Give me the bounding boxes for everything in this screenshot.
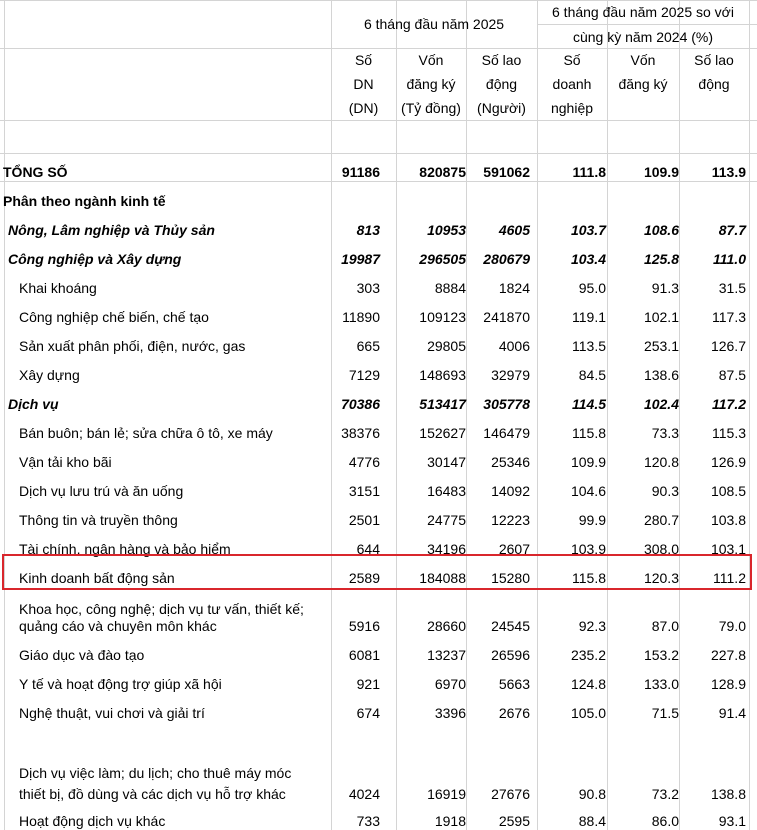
cell-dn[interactable]: 7129 — [348, 367, 380, 383]
header-col-pct-dn-line[interactable]: Số — [563, 52, 581, 68]
cell-p-von[interactable]: 280.7 — [643, 512, 679, 528]
cell-von[interactable]: 1918 — [434, 813, 466, 829]
cell-von[interactable]: 30147 — [427, 454, 466, 470]
cell-p-von[interactable]: 109.9 — [643, 164, 679, 180]
cell-lao[interactable]: 4605 — [498, 222, 530, 238]
cell-p-lao[interactable]: 138.8 — [710, 786, 746, 802]
cell-dn[interactable]: 2589 — [348, 570, 380, 586]
cell-p-dn[interactable]: 119.1 — [572, 309, 606, 325]
cell-p-von[interactable]: 86.0 — [651, 813, 679, 829]
cell-p-lao[interactable]: 103.8 — [710, 512, 746, 528]
cell-dn[interactable]: 3151 — [348, 483, 380, 499]
header-col-von-line[interactable]: Vốn — [418, 52, 444, 68]
cell-lao[interactable]: 4006 — [498, 338, 530, 354]
cell-dn[interactable]: 70386 — [341, 396, 380, 412]
cell-lao[interactable]: 2607 — [498, 541, 530, 557]
cell-p-dn[interactable]: 114.5 — [572, 396, 606, 412]
header-period-compare-line2[interactable]: cùng kỳ năm 2024 (%) — [572, 29, 714, 45]
header-col-von-line[interactable]: (Tỷ đồng) — [401, 100, 461, 116]
cell-p-dn[interactable]: 115.8 — [572, 570, 606, 586]
grid-row-line — [0, 181, 757, 182]
grid-column-line — [749, 0, 750, 830]
row-label[interactable]: Công nghiệp và Xây dựng — [8, 251, 182, 267]
grid-column-line — [466, 0, 467, 830]
header-col-dn-line[interactable]: DN — [353, 76, 374, 92]
cell-p-dn[interactable]: 109.9 — [570, 454, 606, 470]
cell-von[interactable]: 24775 — [427, 512, 466, 528]
cell-p-von[interactable]: 138.6 — [643, 367, 679, 383]
header-col-pct-dn-line[interactable]: nghiệp — [550, 100, 594, 116]
cell-p-lao[interactable]: 115.3 — [712, 425, 746, 441]
header-period-compare-line1[interactable]: 6 tháng đầu năm 2025 so với — [552, 4, 734, 20]
cell-von[interactable]: 28660 — [427, 618, 466, 634]
grid-row-line — [331, 48, 757, 49]
row-label[interactable]: Khoa học, công nghệ; dịch vụ tư vấn, thiết kế; — [19, 601, 304, 617]
cell-lao[interactable]: 14092 — [491, 483, 530, 499]
cell-von[interactable]: 109123 — [419, 309, 466, 325]
row-label[interactable]: Hoạt động dịch vụ khác — [19, 813, 166, 829]
cell-p-lao[interactable]: 91.4 — [718, 705, 746, 721]
cell-p-dn[interactable]: 104.6 — [570, 483, 606, 499]
cell-p-von[interactable]: 87.0 — [651, 618, 679, 634]
cell-lao[interactable]: 280679 — [483, 251, 530, 267]
grid-row-line — [537, 24, 757, 25]
cell-dn[interactable]: 2501 — [348, 512, 380, 528]
cell-dn[interactable]: 6081 — [348, 647, 380, 663]
cell-p-dn[interactable]: 88.4 — [578, 813, 606, 829]
row-label[interactable]: Bán buôn; bán lẻ; sửa chữa ô tô, xe máy — [19, 425, 273, 441]
header-col-pct-von-line[interactable]: đăng ký — [618, 76, 668, 92]
cell-p-dn[interactable]: 84.5 — [578, 367, 606, 383]
row-label[interactable]: Giáo dục và đào tạo — [19, 647, 145, 663]
cell-p-dn[interactable]: 111.8 — [572, 164, 606, 180]
header-col-lao-line[interactable]: động — [485, 76, 518, 92]
cell-p-von[interactable]: 73.3 — [651, 425, 679, 441]
cell-von[interactable]: 3396 — [434, 705, 466, 721]
cell-p-dn[interactable]: 95.0 — [578, 280, 606, 296]
row-label[interactable]: Vận tải kho bãi — [19, 454, 112, 470]
cell-von[interactable]: 148693 — [419, 367, 466, 383]
row-label-cont[interactable]: quảng cáo và chuyên môn khác — [19, 618, 217, 634]
cell-lao[interactable]: 5663 — [498, 676, 530, 692]
cell-lao[interactable]: 305778 — [483, 396, 530, 412]
cell-p-von[interactable]: 73.2 — [651, 786, 679, 802]
cell-p-lao[interactable]: 117.2 — [712, 396, 746, 412]
grid-column-line — [679, 0, 680, 830]
cell-von[interactable]: 16919 — [427, 786, 466, 802]
row-label[interactable]: Nông, Lâm nghiệp và Thủy sản — [8, 222, 215, 238]
header-col-pct-von-line[interactable]: Vốn — [630, 52, 656, 68]
cell-p-lao[interactable]: 117.3 — [712, 309, 746, 325]
grid-column-line — [396, 0, 397, 830]
cell-dn[interactable]: 38376 — [341, 425, 380, 441]
cell-p-von[interactable]: 153.2 — [643, 647, 679, 663]
cell-p-lao[interactable]: 31.5 — [718, 280, 746, 296]
cell-dn[interactable]: 5916 — [348, 618, 380, 634]
cell-p-dn[interactable]: 103.9 — [570, 541, 606, 557]
cell-dn[interactable]: 4776 — [348, 454, 380, 470]
cell-p-lao[interactable]: 103.1 — [710, 541, 746, 557]
cell-lao[interactable]: 2676 — [498, 705, 530, 721]
row-label[interactable]: Công nghiệp chế biến, chế tạo — [19, 309, 209, 325]
cell-von[interactable]: 34196 — [427, 541, 466, 557]
row-label[interactable]: Dịch vụ việc làm; du lịch; cho thuê máy móc — [19, 765, 292, 781]
cell-p-dn[interactable]: 103.4 — [570, 251, 606, 267]
cell-dn[interactable]: 733 — [356, 813, 380, 829]
cell-lao[interactable]: 2595 — [498, 813, 530, 829]
row-label[interactable]: Kinh doanh bất động sản — [19, 570, 175, 586]
cell-dn[interactable]: 644 — [356, 541, 380, 557]
cell-p-dn[interactable]: 103.7 — [570, 222, 606, 238]
header-col-lao-line[interactable]: Số lao — [481, 52, 522, 68]
cell-lao[interactable]: 24545 — [491, 618, 530, 634]
cell-dn[interactable]: 11890 — [342, 309, 380, 325]
row-label[interactable]: Dịch vụ lưu trú và ăn uống — [19, 483, 184, 499]
cell-p-von[interactable]: 102.1 — [643, 309, 679, 325]
cell-lao[interactable]: 12223 — [491, 512, 530, 528]
header-col-pct-lao-line[interactable]: Số lao — [694, 52, 734, 68]
cell-dn[interactable]: 303 — [356, 280, 380, 296]
grid-column-line — [607, 0, 608, 830]
cell-dn[interactable]: 813 — [356, 222, 380, 238]
cell-p-dn[interactable]: 105.0 — [570, 705, 606, 721]
grid-column-line — [4, 0, 5, 830]
cell-lao[interactable]: 25346 — [491, 454, 530, 470]
row-label[interactable]: TỔNG SỐ — [3, 164, 68, 180]
cell-p-lao[interactable]: 227.8 — [710, 647, 746, 663]
row-label[interactable]: Y tế và hoạt động trợ giúp xã hội — [19, 676, 222, 692]
cell-p-von[interactable]: 108.6 — [643, 222, 679, 238]
cell-von[interactable]: 6970 — [434, 676, 466, 692]
cell-p-lao[interactable]: 113.9 — [711, 164, 746, 180]
cell-von[interactable]: 29805 — [427, 338, 466, 354]
cell-p-von[interactable]: 102.4 — [643, 396, 679, 412]
cell-p-lao[interactable]: 79.0 — [718, 618, 746, 634]
cell-von[interactable]: 13237 — [427, 647, 466, 663]
header-period-current[interactable]: 6 tháng đầu năm 2025 — [363, 16, 505, 32]
cell-lao[interactable]: 26596 — [491, 647, 530, 663]
cell-p-von[interactable]: 133.0 — [643, 676, 679, 692]
row-label[interactable]: Thông tin và truyền thông — [19, 512, 178, 528]
cell-p-dn[interactable]: 235.2 — [570, 647, 606, 663]
cell-p-lao[interactable]: 87.7 — [718, 222, 746, 238]
grid-row-line — [0, 120, 757, 121]
cell-von[interactable]: 8884 — [434, 280, 466, 296]
cell-p-lao[interactable]: 126.9 — [710, 454, 746, 470]
cell-p-lao[interactable]: 111.2 — [713, 570, 746, 586]
cell-von[interactable]: 16483 — [427, 483, 466, 499]
highlight-box — [2, 554, 752, 590]
cell-von[interactable]: 820875 — [419, 164, 466, 180]
cell-von[interactable]: 513417 — [419, 396, 466, 412]
cell-lao[interactable]: 146479 — [483, 425, 530, 441]
cell-p-dn[interactable]: 115.8 — [572, 425, 606, 441]
cell-p-von[interactable]: 125.8 — [643, 251, 679, 267]
header-col-von-line[interactable]: đăng ký — [406, 76, 456, 92]
header-col-pct-dn-line[interactable]: doanh — [552, 76, 592, 92]
cell-dn[interactable]: 665 — [356, 338, 380, 354]
cell-dn[interactable]: 19987 — [341, 251, 380, 267]
cell-p-von[interactable]: 91.3 — [651, 280, 679, 296]
cell-von[interactable]: 152627 — [419, 425, 466, 441]
grid-row-line — [0, 0, 757, 1]
cell-p-von[interactable]: 71.5 — [651, 705, 679, 721]
cell-von[interactable]: 184088 — [419, 570, 466, 586]
header-col-dn-line[interactable]: Số — [354, 52, 373, 68]
row-label[interactable]: Dịch vụ — [8, 396, 59, 412]
cell-p-von[interactable]: 253.1 — [643, 338, 679, 354]
cell-p-lao[interactable]: 93.1 — [718, 813, 746, 829]
cell-dn[interactable]: 91186 — [341, 164, 380, 180]
cell-von[interactable]: 296505 — [419, 251, 466, 267]
cell-lao[interactable]: 27676 — [491, 786, 530, 802]
cell-dn[interactable]: 674 — [356, 705, 380, 721]
cell-p-dn[interactable]: 124.8 — [570, 676, 606, 692]
row-label[interactable]: Sản xuất phân phối, điện, nước, gas — [19, 338, 246, 354]
cell-p-lao[interactable]: 111.0 — [713, 251, 746, 267]
row-label[interactable]: Xây dựng — [19, 367, 80, 383]
row-label-cont[interactable]: thiết bị, đồ dùng và các dịch vụ hỗ trợ khác — [19, 786, 286, 802]
cell-p-von[interactable]: 308.0 — [643, 541, 679, 557]
cell-p-von[interactable]: 90.3 — [651, 483, 679, 499]
header-col-dn-line[interactable]: (DN) — [348, 100, 379, 116]
cell-dn[interactable]: 921 — [356, 676, 380, 692]
cell-p-von[interactable]: 120.8 — [643, 454, 679, 470]
cell-p-dn[interactable]: 90.8 — [578, 786, 606, 802]
row-label[interactable]: Phân theo ngành kinh tế — [3, 193, 166, 209]
cell-lao[interactable]: 1824 — [498, 280, 530, 296]
cell-lao[interactable]: 32979 — [491, 367, 530, 383]
grid-row-line — [0, 153, 757, 154]
cell-dn[interactable]: 4024 — [348, 786, 380, 802]
cell-p-lao[interactable]: 87.5 — [718, 367, 746, 383]
cell-lao[interactable]: 591062 — [483, 164, 530, 180]
cell-lao[interactable]: 241870 — [483, 309, 530, 325]
header-col-lao-line[interactable]: (Người) — [477, 100, 526, 116]
cell-p-von[interactable]: 120.3 — [643, 570, 679, 586]
row-label[interactable]: Tài chính, ngân hàng và bảo hiểm — [19, 541, 231, 557]
grid-column-line — [537, 0, 538, 830]
cell-von[interactable]: 10953 — [427, 222, 466, 238]
cell-p-dn[interactable]: 113.5 — [572, 338, 606, 354]
cell-p-dn[interactable]: 99.9 — [578, 512, 606, 528]
row-label[interactable]: Nghệ thuật, vui chơi và giải trí — [19, 705, 205, 721]
cell-p-lao[interactable]: 128.9 — [710, 676, 746, 692]
cell-p-dn[interactable]: 92.3 — [578, 618, 606, 634]
cell-p-lao[interactable]: 108.5 — [710, 483, 746, 499]
header-col-pct-lao-line[interactable]: động — [698, 76, 730, 92]
cell-lao[interactable]: 15280 — [491, 570, 530, 586]
cell-p-lao[interactable]: 126.7 — [710, 338, 746, 354]
row-label[interactable]: Khai khoáng — [19, 280, 97, 296]
